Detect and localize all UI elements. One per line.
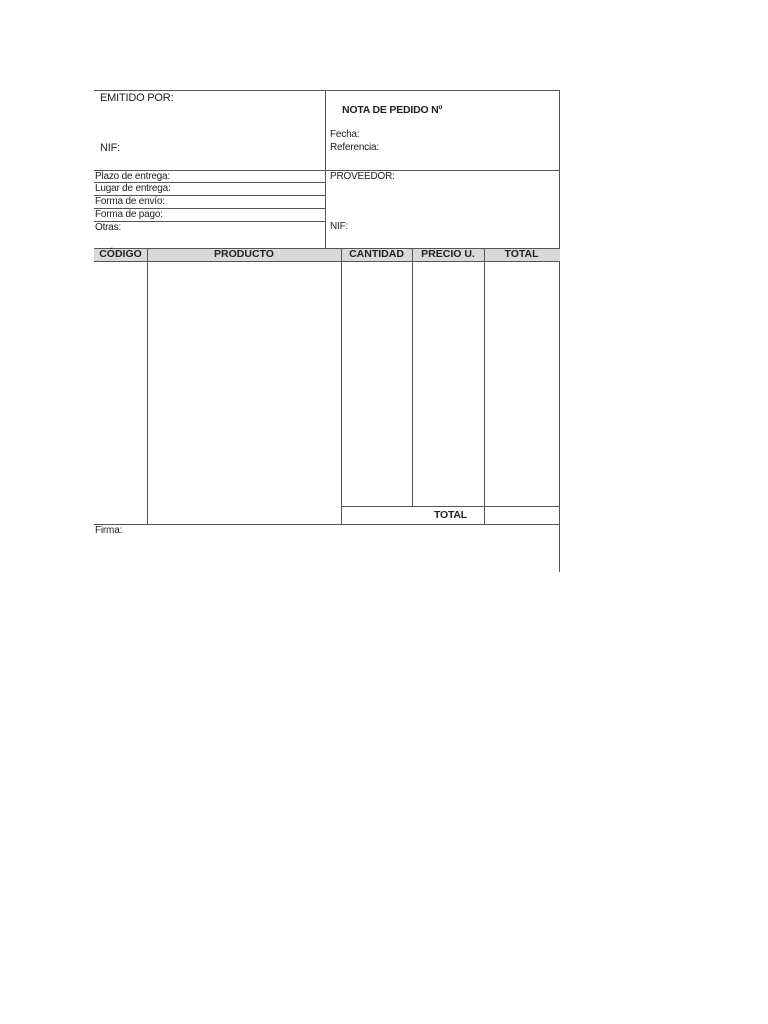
fecha-label: Fecha: [330, 129, 360, 140]
proveedor-label: PROVEEDOR: [330, 171, 395, 182]
column-header-precio: PRECIO U. [421, 248, 475, 260]
column-line-producto [341, 248, 342, 525]
issuer-nif-label: NIF: [100, 142, 120, 154]
referencia-label: Referencia: [330, 142, 379, 153]
table-bottom-line [94, 524, 560, 525]
column-line-codigo [147, 248, 148, 525]
page-title: NOTA DE PEDIDO Nº [342, 104, 443, 116]
forma-envio-label: Forma de envío: [95, 196, 165, 207]
lugar-entrega-label: Lugar de entrega: [95, 183, 171, 194]
emitido-por-label: EMITIDO POR: [100, 92, 174, 104]
plazo-entrega-label: Plazo de entrega: [95, 171, 170, 182]
forma-pago-label: Forma de pago: [95, 209, 163, 220]
totals-row-top [341, 506, 560, 507]
column-line-precio [484, 248, 485, 525]
header-divider [325, 90, 326, 248]
right-border [559, 90, 560, 572]
table-header-bottom [94, 261, 560, 262]
delivery-row-line [94, 221, 325, 222]
column-header-codigo: CÓDIGO [99, 248, 142, 260]
column-header-cantidad: CANTIDAD [349, 248, 404, 260]
supplier-nif-label: NIF: [330, 221, 349, 232]
firma-label: Firma: [95, 525, 123, 536]
column-line-cantidad [412, 248, 413, 506]
column-header-total: TOTAL [504, 248, 539, 260]
column-header-producto: PRODUCTO [214, 248, 274, 260]
total-label: TOTAL [434, 509, 468, 521]
top-border [94, 90, 560, 91]
otras-label: Otras: [95, 222, 122, 233]
